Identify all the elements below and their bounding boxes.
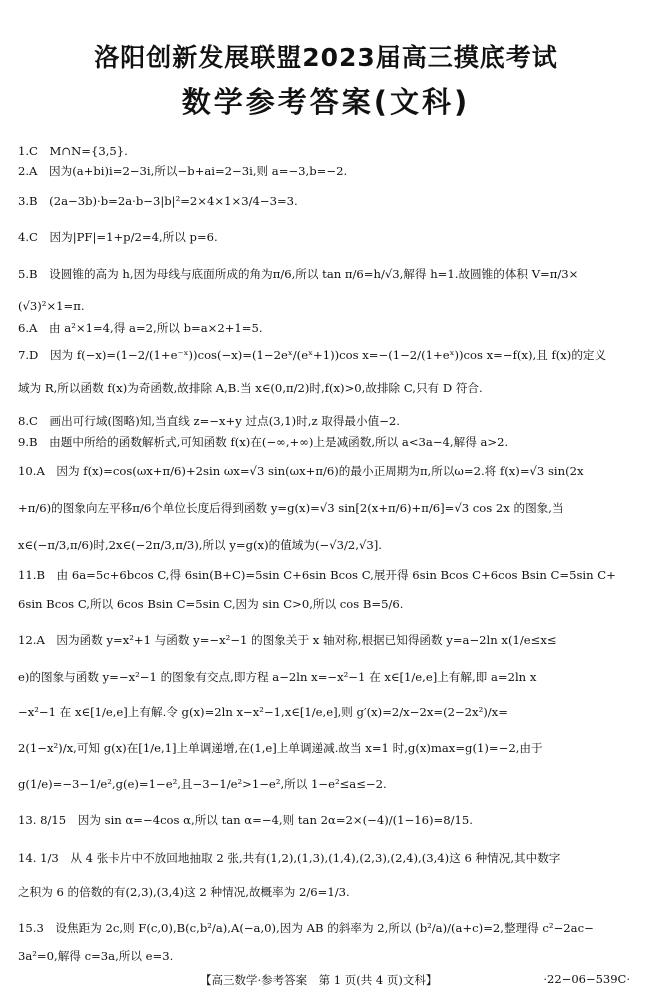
answer-line: g(1/e)=−3−1/e²,g(e)=1−e²,且−3−1/e²>1−e²,所以 1−e²≤a≤−2. [18, 777, 387, 791]
answer-line: 15.3 设焦距为 2c,则 F(c,0),B(c,b²/a),A(−a,0),因为 AB 的斜率为 2,所以 (b²/a)/(a+c)=2,整理得 c²−2ac− [18, 921, 594, 935]
answer-line: 1.C M∩N={3,5}. [18, 144, 128, 158]
answer-line: 9.B 由题中所给的函数解析式,可知函数 f(x)在(−∞,+∞)上是减函数,所以 a<3a−4,解得 a>2. [18, 435, 509, 449]
answer-line: 7.D 因为 f(−x)=(1−2/(1+e⁻ˣ))cos(−x)=(1−2eˣ/(eˣ+1))cos x=−(1−2/(1+eˣ))cos x=−f(x),且 f(x)的定义 [18, 348, 607, 362]
answer-line: 8.C 画出可行域(图略)知,当直线 z=−x+y 过点(3,1)时,z 取得最小值−2. [18, 414, 400, 428]
answer-line: 12.A 因为函数 y=x²+1 与函数 y=−x²−1 的图象关于 x 轴对称,根据已知得函数 y=a−2ln x(1/e≤x≤ [18, 633, 557, 647]
document-subtitle: 数学参考答案(文科) [181, 85, 471, 119]
answer-line: 6sin Bcos C,所以 6cos Bsin C=5sin C,因为 sin C>0,所以 cos B=5/6. [18, 597, 404, 611]
answer-line: 2(1−x²)/x,可知 g(x)在[1/e,1]上单调递增,在(1,e]上单调递减.故当 x=1 时,g(x)max=g(1)=−2,由于 [18, 741, 543, 755]
answer-line: 3a²=0,解得 c=3a,所以 e=3. [18, 949, 174, 963]
answer-line: 6.A 由 a²×1=4,得 a=2,所以 b=a×2+1=5. [18, 321, 263, 335]
answer-line: −x²−1 在 x∈[1/e,e]上有解.令 g(x)=2ln x−x²−1,x∈[1/e,e],则 g′(x)=2/x−2x=(2−2x²)/x= [18, 705, 508, 719]
answer-line: +π/6)的图象向左平移π/6个单位长度后得到函数 y=g(x)=√3 sin[2(x+π/6)+π/6]=√3 cos 2x 的图象,当 [18, 501, 564, 515]
answer-line: 3.B (2a−3b)·b=2a·b−3|b|²=2×4×1×3/4−3=3. [18, 194, 298, 208]
answer-line: 4.C 因为|PF|=1+p/2=4,所以 p=6. [18, 230, 218, 244]
answer-line: 10.A 因为 f(x)=cos(ωx+π/6)+2sin ωx=√3 sin(ωx+π/6)的最小正周期为π,所以ω=2.将 f(x)=√3 sin(2x [18, 464, 584, 478]
answer-line: 11.B 由 6a=5c+6bcos C,得 6sin(B+C)=5sin C+6sin Bcos C,展开得 6sin Bcos C+6cos Bsin C=5sin C+ [18, 568, 616, 582]
answer-line: 2.A 因为(a+bi)i=2−3i,所以−b+ai=2−3i,则 a=−3,b=−2. [18, 164, 348, 178]
answer-line: e)的图象与函数 y=−x²−1 的图象有交点,即方程 a−2ln x=−x²−1 在 x∈[1/e,e]上有解,即 a=2ln x [18, 670, 537, 684]
document-title: 洛阳创新发展联盟2023届高三摸底考试 [94, 43, 558, 72]
footer-code: ·22−06−539C· [543, 972, 630, 986]
answer-line: 域为 R,所以函数 f(x)为奇函数,故排除 A,B.当 x∈(0,π/2)时,f(x)>0,故排除 C,只有 D 符合. [18, 381, 483, 395]
answer-line: 5.B 设圆锥的高为 h,因为母线与底面所成的角为π/6,所以 tan π/6=h/√3,解得 h=1.故圆锥的体积 V=π/3× [18, 267, 579, 281]
answer-line: (√3)²×1=π. [18, 299, 85, 313]
answer-line: 13. 8/15 因为 sin α=−4cos α,所以 tan α=−4,则 tan 2α=2×(−4)/(1−16)=8/15. [18, 813, 473, 827]
answer-line: 之积为 6 的倍数的有(2,3),(3,4)这 2 种情况,故概率为 2/6=1/3. [18, 885, 350, 899]
answer-line: x∈(−π/3,π/6)时,2x∈(−2π/3,π/3),所以 y=g(x)的值域为(−√3/2,√3]. [18, 538, 382, 552]
answer-line: 14. 1/3 从 4 张卡片中不放回地抽取 2 张,共有(1,2),(1,3),(1,4),(2,3),(2,4),(3,4)这 6 种情况,其中数字 [18, 851, 561, 865]
footer-page-info: 【高三数学·参考答案 第 1 页(共 4 页)文科】 [200, 973, 438, 987]
